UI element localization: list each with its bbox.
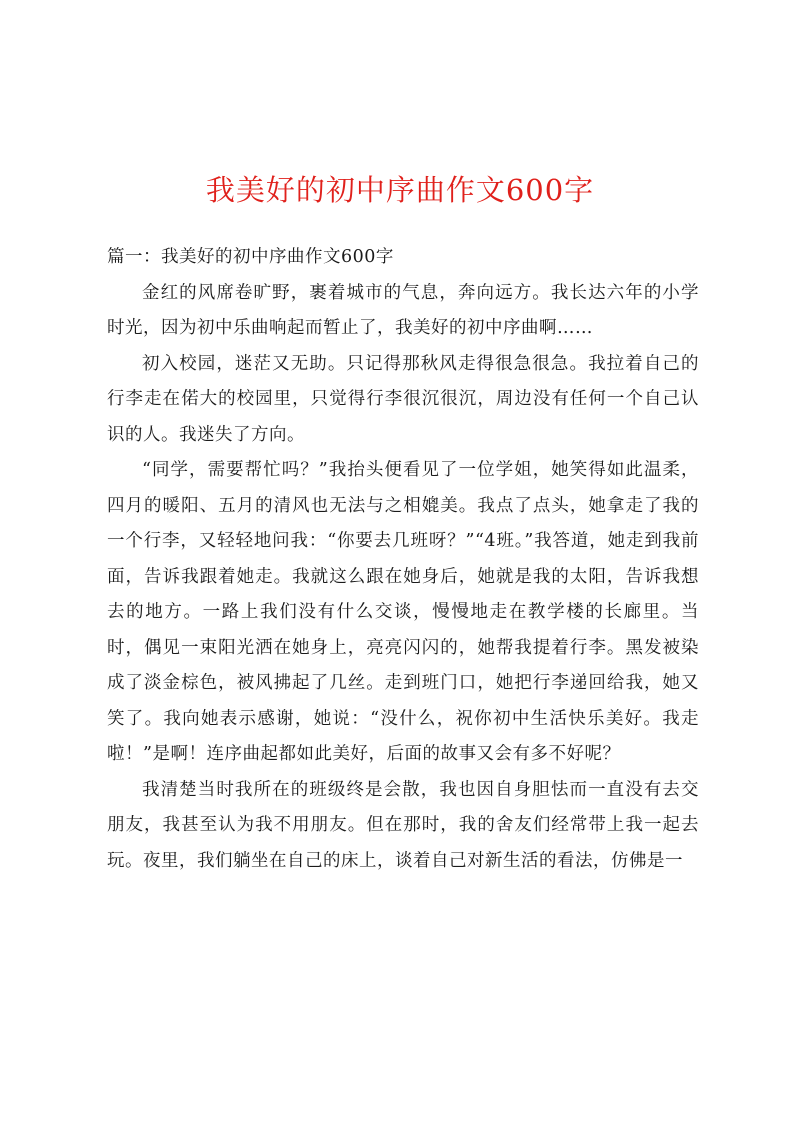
- paragraph-2: 初入校园，迷茫又无助。只记得那秋风走得很急很急。我拉着自己的行李走在偌大的校园里，只觉得行李很沉很沉，周边没有任何一个自己认识的人。我迷失了方向。: [107, 353, 699, 445]
- document-body: [107, 240, 699, 879]
- paragraph-1: 金红的风席卷旷野，裹着城市的气息，奔向远方。我长达六年的小学时光，因为初中乐曲响起而暂止了，我美好的初中序曲啊……: [107, 282, 699, 338]
- section-subheading: 篇一：我美好的初中序曲作文600字: [107, 247, 394, 267]
- document-title: 我美好的初中序曲作文600字: [205, 173, 595, 207]
- paragraph-4: 我清楚当时我所在的班级终是会散，我也因自身胆怯而一直没有去交朋友，我甚至认为我不用朋友。但在那时，我的舍友们经常带上我一起去玩。夜里，我们躺坐在自己的床上，谈着自己对新生活的看法，仿佛是一: [107, 779, 699, 871]
- paragraph-3: “同学，需要帮忙吗？”我抬头便看见了一位学姐，她笑得如此温柔，四月的暖阳、五月的清风也无法与之相媲美。我点了点头，她拿走了我的一个行李，又轻轻地问我：“你要去几班呀？”“4班。”我答道，她走到我前面，告诉我跟着她走。我就这么跟在她身后，她就是我的太阳，告诉我想去的地方。一路上我们没有什么交谈，慢慢地走在教学楼的长廊里。当时，偶见一束阳光洒在她身上，亮亮闪闪的，她帮我提着行李。黑发被染成了淡金棕色，被风拂起了几丝。走到班门口，她把行李递回给我，她又笑了。我向她表示感谢，她说：“没什么，祝你初中生活快乐美好。我走啦！”是啊！连序曲起都如此美好，后面的故事又会有多不好呢？: [107, 460, 699, 764]
